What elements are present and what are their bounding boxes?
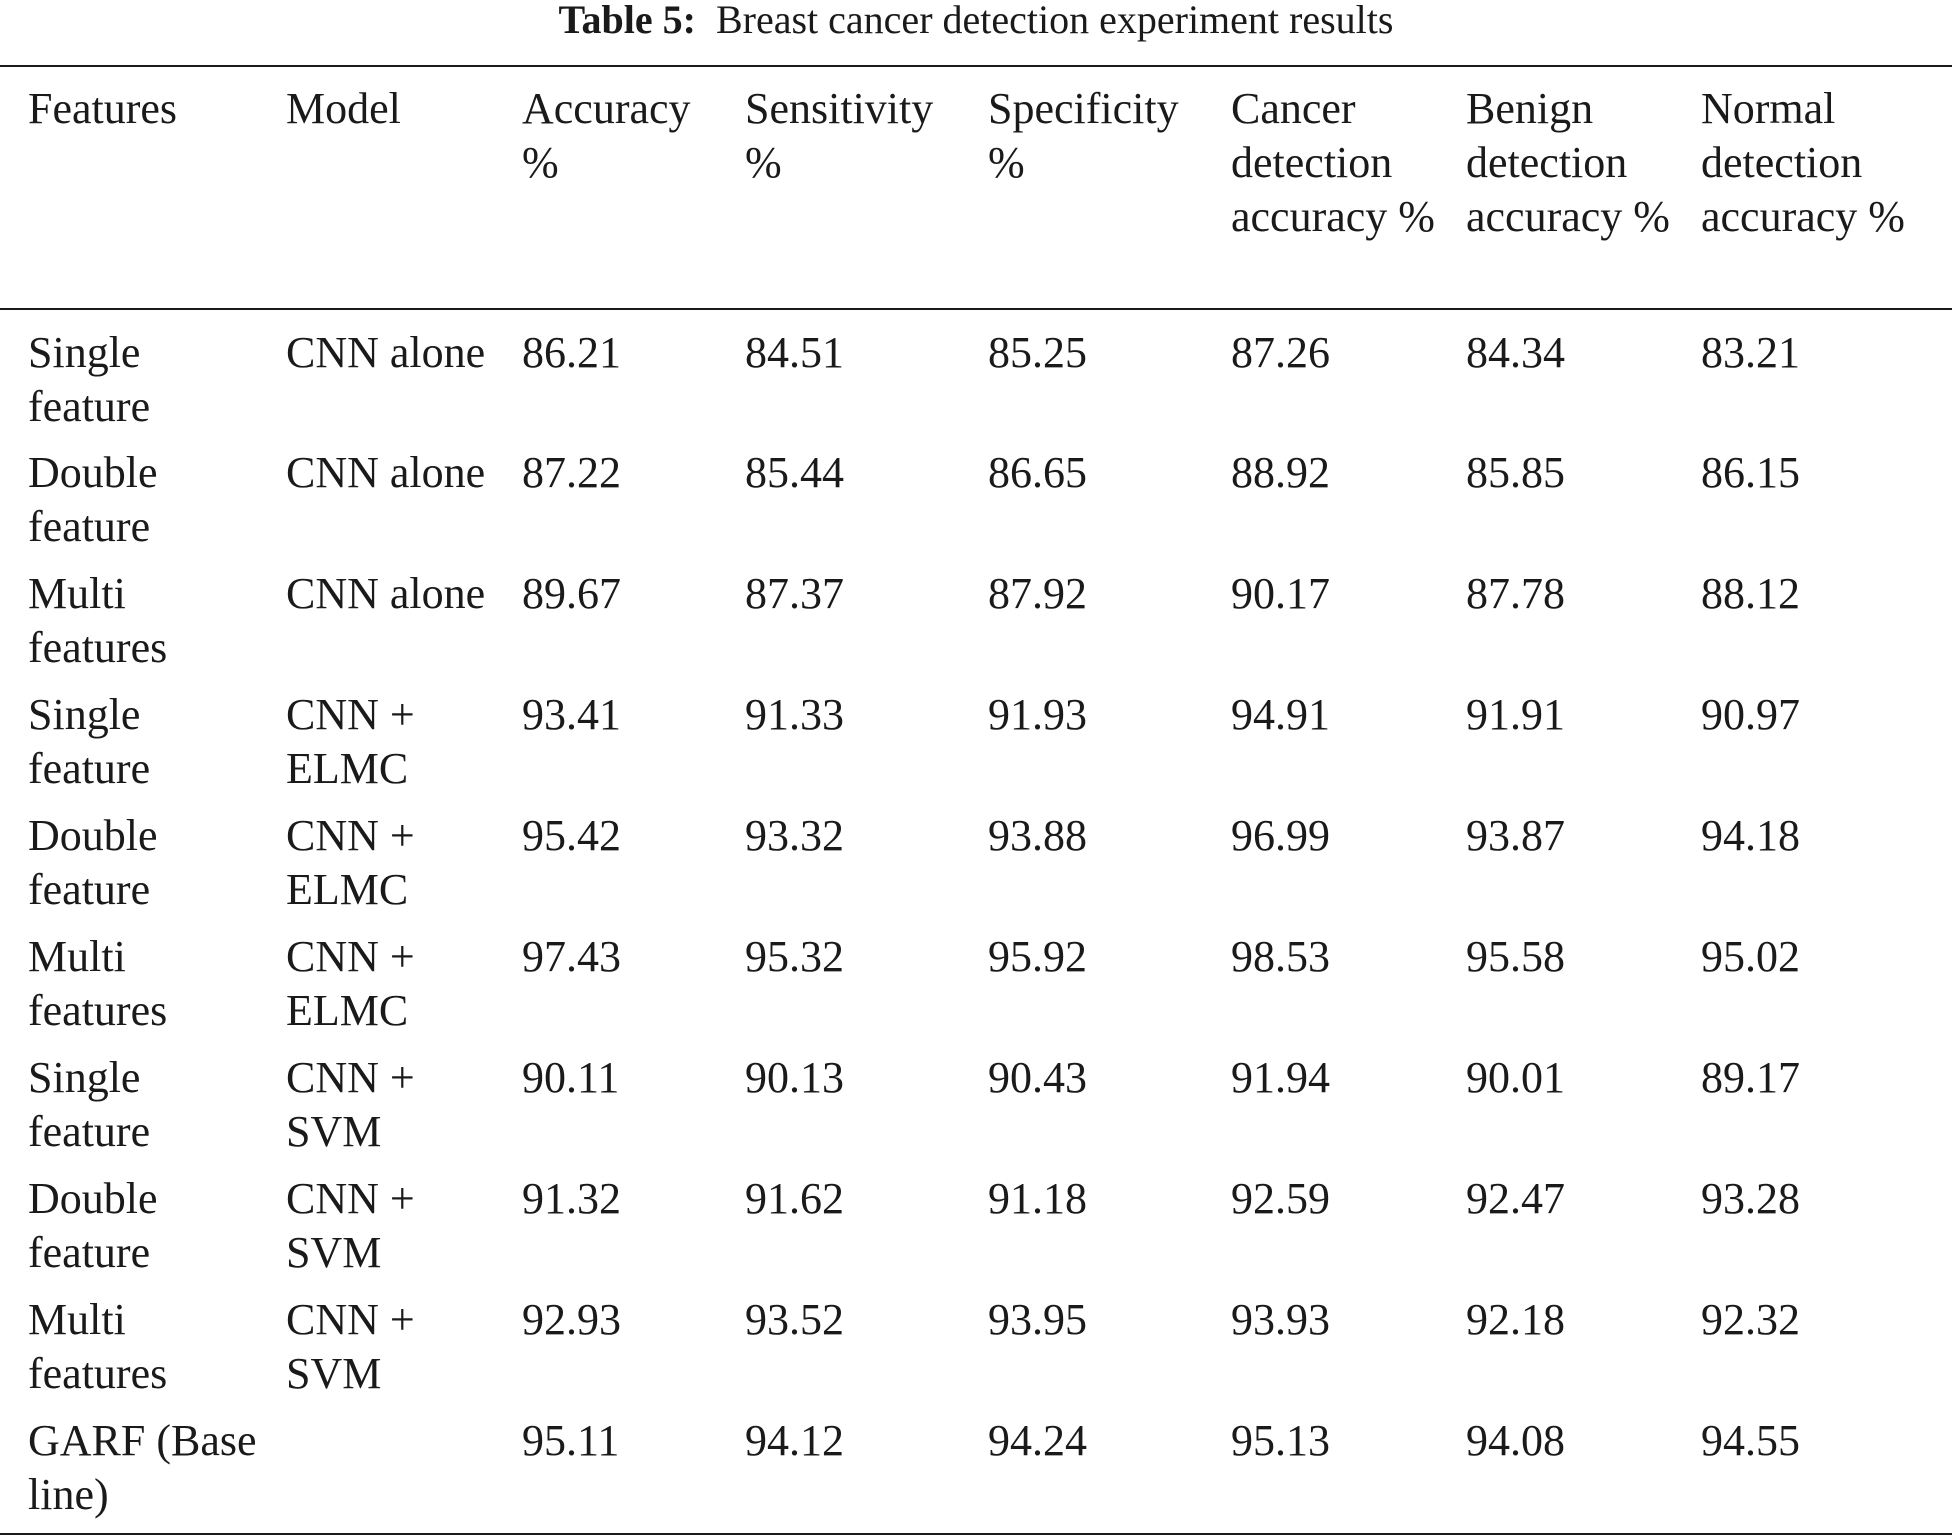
cell-accuracy: 93.41 (522, 690, 621, 739)
cell-features: Single feature (28, 690, 151, 793)
table-row (0, 797, 1952, 918)
cell-specificity: 86.65 (988, 448, 1087, 497)
cell-accuracy: 97.43 (522, 932, 621, 981)
cell-accuracy: 95.42 (522, 811, 621, 860)
header-benign-detection: Benign detection accuracy % (1466, 84, 1670, 241)
cell-normal-detection: 94.55 (1701, 1416, 1800, 1465)
cell-normal-detection: 92.32 (1701, 1295, 1800, 1344)
table-row (0, 555, 1952, 676)
cell-sensitivity: 84.51 (745, 328, 844, 377)
cell-features: Single feature (28, 1053, 151, 1156)
cell-features: Single feature (28, 328, 151, 431)
cell-normal-detection: 94.18 (1701, 811, 1800, 860)
cell-normal-detection: 88.12 (1701, 569, 1800, 618)
results-table (0, 67, 1952, 1523)
cell-benign-detection: 92.47 (1466, 1174, 1565, 1223)
header-model: Model (286, 84, 401, 133)
cell-model: CNN + SVM (286, 1174, 415, 1277)
cell-accuracy: 86.21 (522, 328, 621, 377)
table-row (0, 308, 1952, 434)
table-bottom-rule (0, 1533, 1952, 1535)
table-header-row (0, 67, 1952, 308)
cell-benign-detection: 94.08 (1466, 1416, 1565, 1465)
table-row (0, 918, 1952, 1039)
cell-cancer-detection: 87.26 (1231, 328, 1330, 377)
header-features: Features (28, 84, 178, 133)
cell-accuracy: 87.22 (522, 448, 621, 497)
cell-benign-detection: 95.58 (1466, 932, 1565, 981)
cell-normal-detection: 95.02 (1701, 932, 1800, 981)
cell-features: Double feature (28, 1174, 158, 1277)
cell-sensitivity: 90.13 (745, 1053, 844, 1102)
table-row (0, 676, 1952, 797)
cell-benign-detection: 87.78 (1466, 569, 1565, 618)
cell-accuracy: 92.93 (522, 1295, 621, 1344)
cell-cancer-detection: 94.91 (1231, 690, 1330, 739)
cell-normal-detection: 89.17 (1701, 1053, 1800, 1102)
header-specificity: Specificity % (988, 84, 1179, 187)
cell-features: Multi features (28, 1295, 168, 1398)
cell-model: CNN + ELMC (286, 932, 415, 1035)
cell-accuracy: 89.67 (522, 569, 621, 618)
cell-model: CNN + ELMC (286, 811, 415, 914)
cell-specificity: 94.24 (988, 1416, 1087, 1465)
cell-normal-detection: 90.97 (1701, 690, 1800, 739)
cell-specificity: 91.18 (988, 1174, 1087, 1223)
table-caption-text: Breast cancer detection experiment results (715, 0, 1394, 42)
cell-benign-detection: 85.85 (1466, 448, 1565, 497)
cell-features: Double feature (28, 448, 158, 551)
cell-sensitivity: 85.44 (745, 448, 844, 497)
header-accuracy: Accuracy % (522, 84, 691, 187)
cell-cancer-detection: 92.59 (1231, 1174, 1330, 1223)
cell-sensitivity: 93.52 (745, 1295, 844, 1344)
cell-specificity: 93.95 (988, 1295, 1087, 1344)
cell-specificity: 93.88 (988, 811, 1087, 860)
cell-normal-detection: 83.21 (1701, 328, 1800, 377)
header-cancer-detection: Cancer detection accuracy % (1231, 84, 1435, 241)
cell-sensitivity: 87.37 (745, 569, 844, 618)
cell-normal-detection: 86.15 (1701, 448, 1800, 497)
cell-specificity: 95.92 (988, 932, 1087, 981)
cell-cancer-detection: 95.13 (1231, 1416, 1330, 1465)
table-row (0, 1402, 1952, 1523)
cell-accuracy: 91.32 (522, 1174, 621, 1223)
cell-features: Multi features (28, 932, 168, 1035)
header-sensitivity: Sensitivity % (745, 84, 934, 187)
cell-benign-detection: 92.18 (1466, 1295, 1565, 1344)
cell-benign-detection: 90.01 (1466, 1053, 1565, 1102)
cell-accuracy: 90.11 (522, 1053, 620, 1102)
header-normal-detection: Normal detection accuracy % (1701, 84, 1905, 241)
cell-model: CNN + ELMC (286, 690, 415, 793)
cell-sensitivity: 94.12 (745, 1416, 844, 1465)
cell-specificity: 85.25 (988, 328, 1087, 377)
table-row (0, 434, 1952, 555)
table-row (0, 1160, 1952, 1281)
cell-model: CNN + SVM (286, 1295, 415, 1398)
cell-specificity: 90.43 (988, 1053, 1087, 1102)
cell-sensitivity: 93.32 (745, 811, 844, 860)
cell-features: Double feature (28, 811, 158, 914)
cell-model: CNN alone (286, 569, 486, 618)
cell-benign-detection: 91.91 (1466, 690, 1565, 739)
cell-normal-detection: 93.28 (1701, 1174, 1800, 1223)
cell-cancer-detection: 88.92 (1231, 448, 1330, 497)
cell-sensitivity: 95.32 (745, 932, 844, 981)
cell-cancer-detection: 96.99 (1231, 811, 1330, 860)
table-caption (0, 0, 1952, 40)
cell-features: Multi features (28, 569, 168, 672)
cell-sensitivity: 91.62 (745, 1174, 844, 1223)
cell-sensitivity: 91.33 (745, 690, 844, 739)
cell-cancer-detection: 90.17 (1231, 569, 1330, 618)
cell-benign-detection: 93.87 (1466, 811, 1565, 860)
cell-benign-detection: 84.34 (1466, 328, 1565, 377)
cell-cancer-detection: 98.53 (1231, 932, 1330, 981)
cell-cancer-detection: 93.93 (1231, 1295, 1330, 1344)
cell-cancer-detection: 91.94 (1231, 1053, 1330, 1102)
cell-specificity: 91.93 (988, 690, 1087, 739)
table-row (0, 1039, 1952, 1160)
cell-specificity: 87.92 (988, 569, 1087, 618)
cell-model: CNN + SVM (286, 1053, 415, 1156)
cell-model: CNN alone (286, 448, 486, 497)
table-caption-label: Table 5: (558, 0, 696, 42)
table-row (0, 1281, 1952, 1402)
cell-model: CNN alone (286, 328, 486, 377)
cell-accuracy: 95.11 (522, 1416, 620, 1465)
cell-features: GARF (Base line) (28, 1416, 257, 1519)
cell-model (258, 1402, 494, 1523)
